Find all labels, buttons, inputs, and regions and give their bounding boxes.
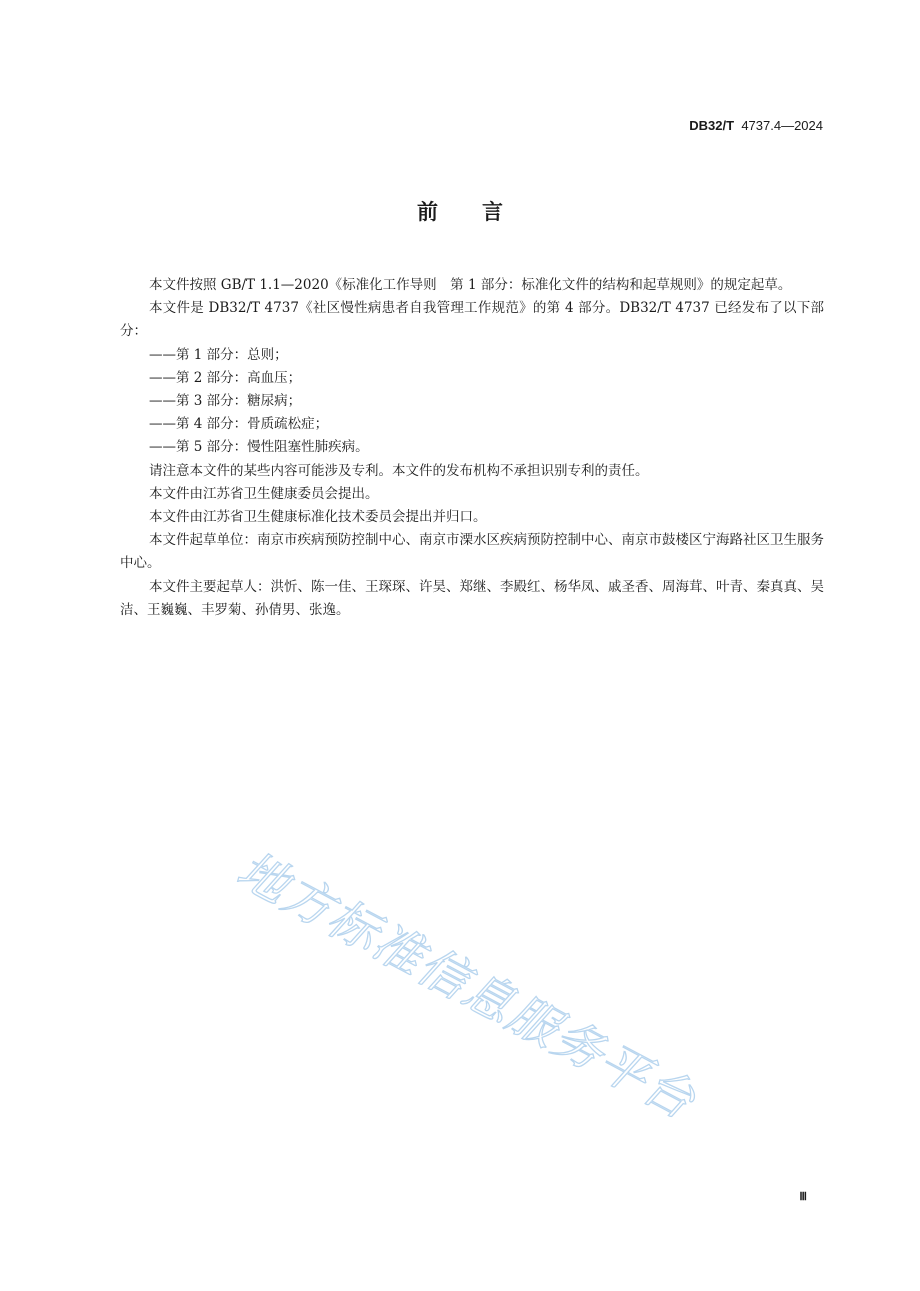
list-item-part-2: ——第 2 部分：高血压； — [149, 369, 302, 386]
paragraph-drafters: 本文件主要起草人：洪忻、陈一佳、王琛琛、许昊、郑继、李殿红、杨华凤、戚圣香、周海茸、叶青、秦真真、吴洁、王巍巍、丰罗菊、孙倩男、张逸。 — [120, 578, 824, 618]
paragraph-drafting-units: 本文件起草单位：南京市疾病预防控制中心、南京市溧水区疾病预防控制中心、南京市鼓楼区宁海路社区卫生服务中心。 — [120, 532, 824, 572]
page-number: Ⅲ — [799, 1191, 807, 1203]
list-item-part-1: ——第 1 部分：总则； — [149, 346, 288, 363]
list-item-part-4: ——第 4 部分：骨质疏松症； — [149, 416, 329, 433]
paragraph-patent-notice: 请注意本文件的某些内容可能涉及专利。本文件的发布机构不承担识别专利的责任。 — [149, 462, 649, 479]
page-title: 前言 — [417, 200, 547, 224]
list-item-part-3: ——第 3 部分：糖尿病； — [149, 393, 302, 410]
paragraph-drafting-rules: 本文件按照 GB/T 1.1—2020《标准化工作导则 第 1 部分：标准化文件的结构和起草规则》的规定起草。 — [149, 277, 792, 293]
preface-body — [120, 274, 824, 622]
watermark-text: 地方标准信息服务平台 — [227, 840, 706, 1131]
paragraph-committee: 本文件由江苏省卫生健康标准化技术委员会提出并归口。 — [149, 509, 487, 526]
paragraph-series-intro: 本文件是 DB32/T 4737《社区慢性病患者自我管理工作规范》的第 4 部分。DB32/T 4737 已经发布了以下部分： — [120, 300, 824, 340]
paragraph-proposer: 本文件由江苏省卫生健康委员会提出。 — [149, 485, 379, 502]
standard-code — [689, 118, 823, 133]
standard-number: 4737.4—2024 — [741, 118, 823, 133]
list-item-part-5: ——第 5 部分：慢性阻塞性肺疾病。 — [149, 439, 369, 456]
standard-prefix: DB32/T — [689, 118, 735, 133]
